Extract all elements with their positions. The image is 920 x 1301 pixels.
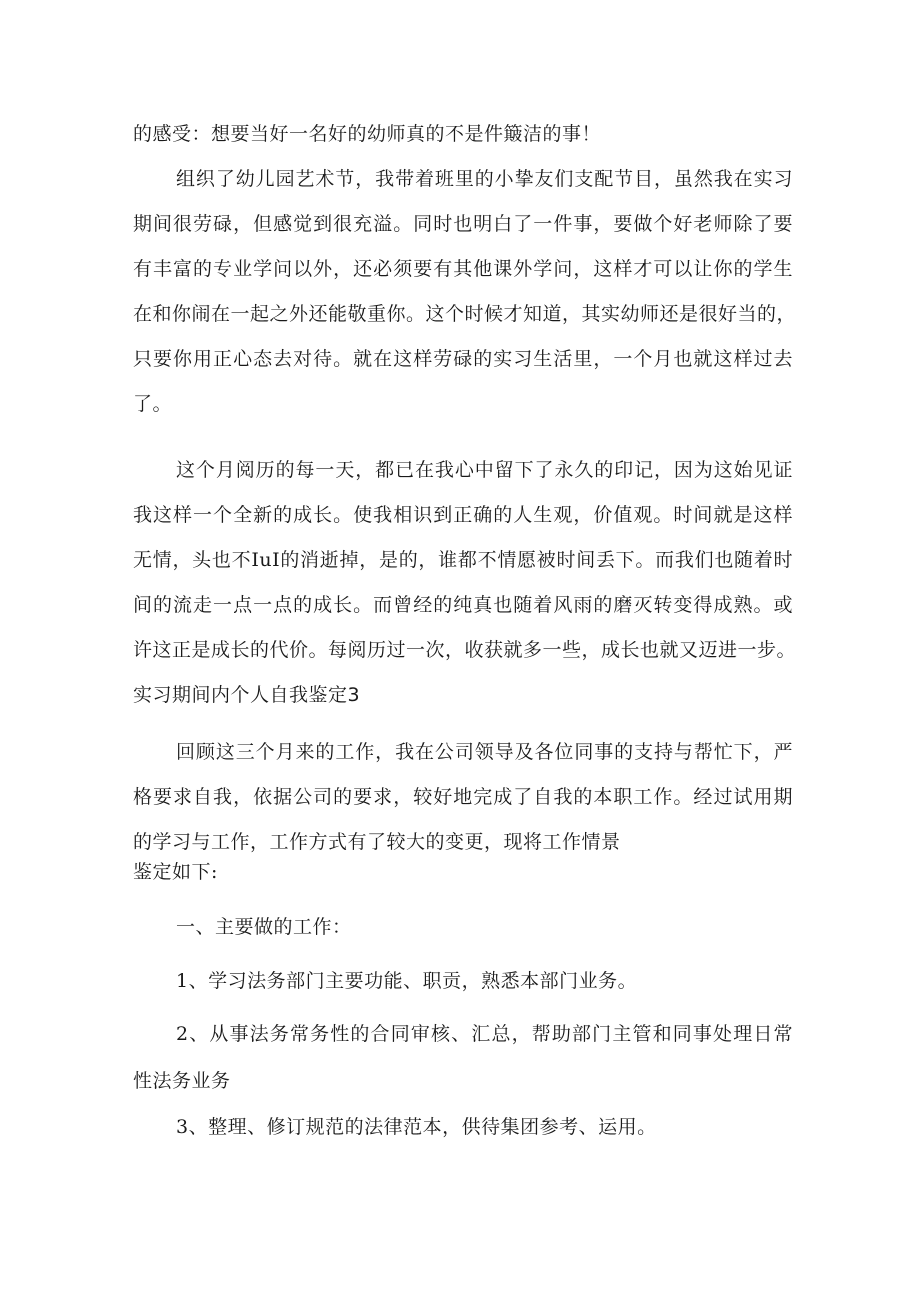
text-line: 间的流走一点一点的成长。而曾经的纯真也随着风雨的磨灭转变得成熟。或 [133, 594, 793, 616]
list-item: 2、从事法务常务性的合同审核、汇总，帮助部门主管和同事处理日常 [176, 1023, 793, 1045]
text-line: 格要求自我，依据公司的要求，较好地完成了自我的本职工作。经过试用期 [133, 786, 793, 808]
list-heading: 一、主要做的工作： [176, 916, 352, 938]
text-line: 的感受：想要当好一名好的幼师真的不是件簸洁的事！ [133, 123, 602, 145]
text-line: 期间很劳碌，但感觉到很充溢。同时也明白了一件事，要做个好老师除了要 [133, 213, 793, 235]
paragraph-first-line: 这个月阅历的每一天，都已在我心中留下了永久的印记，因为这始见证 [176, 459, 793, 481]
text-line: 有丰富的专业学问以外，还必须要有其他课外学问，这样才可以让你的学生 [133, 258, 793, 280]
text-line: 性法务业务 [133, 1070, 231, 1092]
text-line: 许这正是成长的代价。每阅历过一次，收获就多一些，成长也就又迈进一步。 [133, 639, 797, 661]
text-line: 的学习与工作，工作方式有了较大的变更，现将工作情景 [133, 831, 621, 853]
section-heading: 实习期间内个人自我鉴定3 [133, 684, 361, 706]
text-line: 在和你闹在一起之外还能敬重你。这个时候才知道，其实幼师还是很好当的， [133, 303, 797, 325]
list-item: 3、整理、修订规范的法律范本，供待集团参考、运用。 [176, 1116, 657, 1138]
paragraph-first-line: 回顾这三个月来的工作，我在公司领导及各位同事的支持与帮忙下，严 [176, 741, 793, 763]
paragraph-first-line: 组织了幼儿园艺术节，我带着班里的小挚友们支配节目，虽然我在实习 [176, 168, 793, 190]
text-line: 我这样一个全新的成长。使我相识到正确的人生观，价值观。时间就是这样 [133, 504, 793, 526]
text-line: 鉴定如下: [133, 861, 218, 883]
list-item: 1、学习法务部门主要功能、职贡，熟悉本部门业务。 [176, 970, 638, 992]
text-line: 无情，头也不IuI的消逝掉，是的，谁都不情愿被时间丢下。而我们也随着时 [133, 549, 793, 571]
text-line: 了。 [133, 393, 173, 415]
text-line: 只要你用正心态去对待。就在这样劳碌的实习生活里，一个月也就这样过去 [133, 348, 793, 370]
